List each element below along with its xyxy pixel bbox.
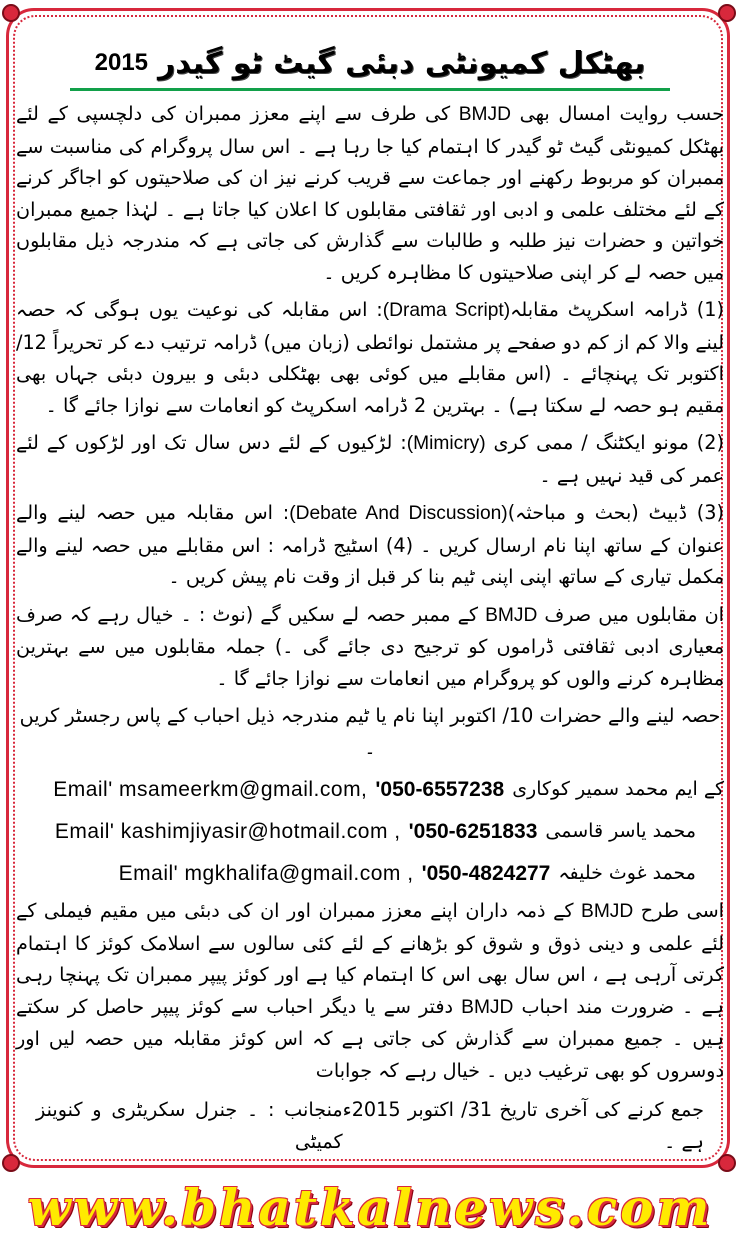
website-banner[interactable]: www.bhatkalnews.com — [27, 1178, 713, 1237]
deadline-text: جمع کرنے کی آخری تاریخ 31/ اکتوبر 2015ء ہے ۔ — [342, 1098, 704, 1153]
signature-text: منجانب : ۔ جنرل سکریٹری و کنوینز کمیٹی — [36, 1098, 343, 1153]
closing-row — [16, 1094, 724, 1157]
contact-name: کے ایم محمد سمیر کوکاری — [512, 778, 724, 801]
contact-email[interactable]: Email' msameerkm@gmail.com, — [53, 778, 368, 802]
contact-email[interactable]: Email' mgkhalifa@gmail.com , — [118, 862, 414, 886]
title-year: 2015 — [94, 49, 149, 76]
contact-email[interactable]: Email' kashimjiyasir@hotmail.com , — [54, 820, 401, 844]
contact-phone: '050-6557238 — [375, 778, 505, 802]
contact-row — [16, 853, 724, 895]
competition-debate: (3) ڈبیٹ (بحث و مباحثہ)(Debate And Discussion): اس مقابلہ میں حصہ لینے والے عنوان کے ساتھ اپنا نام ارسال کریں ۔ (4) اسٹیج ڈرامہ : اس مقابلے میں حصہ لینے والے مکمل تیاری کے ساتھ اپنی اپنی ٹیم بنا کر قبل از وقت نام پیش کریں ۔ — [16, 501, 724, 588]
intro-paragraph: حسب روایت امسال بھی BMJD کی طرف سے اپنے معزز ممبران کی دلچسپی کے لئے بھٹکل کمیونٹی گیٹ ٹو گیدر کا اہتمام کیا جا رہا ہے ۔ اس سال پروگرام کی مناسبت سے ممبران کو مربوط رکھنے اور جماعت سے قریب کرنے نیز ان کی صلاحیتوں کو اجاگر کرنے کے لئے مختلف علمی و ادبی اور ثقافتی مقابلوں کا اعلان کیا جاتا ہے ۔ لہٰذا جمیع ممبران خواتین و حضرات نیز طلبہ و طالبات سے گذارش کی جاتی ہے کہ مندرجہ ذیل مقابلوں میں حصہ لے کر اپنی صلاحیتوں کا مظاہرہ کریں ۔ — [16, 102, 724, 284]
article-body — [16, 98, 724, 1157]
contact-phone: '050-6251833 — [408, 820, 538, 844]
contact-name: محمد یاسر قاسمی — [545, 820, 696, 843]
page-title — [60, 38, 680, 88]
registration-line: حصہ لینے والے حضرات 10/ اکتوبر اپنا نام یا ٹیم مندرجہ ذیل احباب کے پاس رجسٹر کریں ۔ — [19, 704, 721, 759]
note-paragraph: ان مقابلوں میں صرف BMJD کے ممبر حصہ لے سکیں گے (نوٹ : ۔ خیال رہے کہ صرف معیاری ادبی ثقافتی ڈراموں کو ترجیح دی جائے گی ۔) جملہ مقابلوں میں سے بہترین مظاہرہ کرنے والوں کو پروگرام میں انعامات سے نوازا جائے گا ۔ — [16, 602, 724, 690]
contact-name: محمد غوث خلیفہ — [558, 862, 696, 885]
title-underline — [70, 88, 670, 91]
competition-mimicry: (2) مونو ایکٹنگ / ممی کری (Mimicry): لڑکیوں کے لئے دس سال تک اور لڑکوں کے لئے عمر کی قید نہیں ہے ۔ — [16, 431, 725, 487]
corner-ornament-icon — [718, 4, 736, 22]
quiz-paragraph: اسی طرح BMJD کے ذمہ داران اپنے معزز ممبران اور ان کی دبئی میں مقیم فیملی کے لئے علمی و دینی ذوق و شوق کو بڑھانے کے لئے کئی سالوں سے اسلامک کوئز کا اہتمام کرتی آرہی ہے ، اس سال بھی اس کا اہتمام کیا ہے اور کوئز پیپر ممبران تک پہنچا رہی ہے ۔ ضرورت مند احباب BMJD دفتر سے یا دیگر احباب سے کوئز پیپر حاصل کر سکتے ہیں ۔ جمیع ممبران سے گذارش کی جاتی ہے کہ اس کوئز مقابلہ میں حصہ لیں اور دوسروں کو بھی ترغیب دیں ۔ خیال رہے کہ جوابات — [16, 899, 724, 1082]
competition-drama-script: (1) ڈرامہ اسکرپٹ مقابلہ(Drama Script): اس مقابلہ کی نوعیت یوں ہوگی کہ حصہ لینے والا کم از کم دو صفحے پر مشتمل نوائطی (زبان میں) ڈرامہ ترتیب دے کر تحریراً 12/ اکتوبر تک پہنچائے ۔ (اس مقابلے میں کوئی بھی بھٹکلی دبئی و بیرون دبئی جہاں بھی مقیم ہو حصہ لے سکتا ہے) ۔ بہترین 2 ڈرامہ اسکرپٹ کو انعامات سے نوازا جائے گا ۔ — [16, 298, 725, 417]
title-text: بھٹکل کمیونٹی دبئی گیٹ ٹو گیدر — [158, 45, 646, 81]
contact-row — [16, 811, 724, 853]
corner-ornament-icon — [2, 4, 20, 22]
contact-phone: '050-4824277 — [421, 862, 551, 886]
contact-row — [16, 769, 724, 811]
